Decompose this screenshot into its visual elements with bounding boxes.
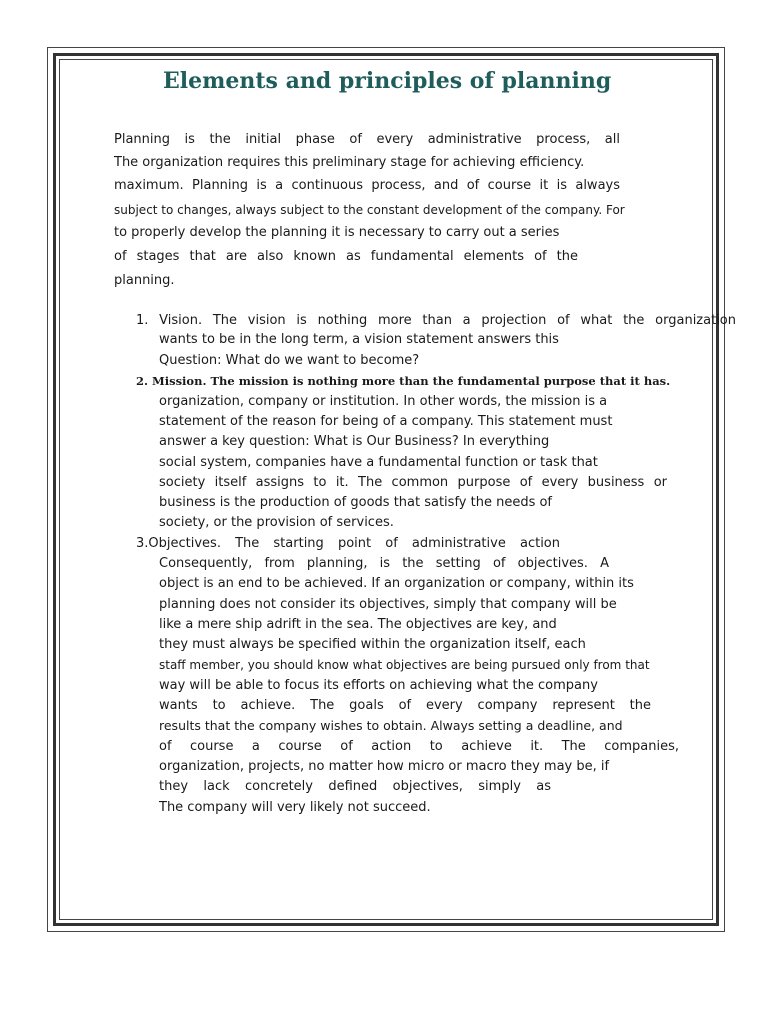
objectives-line: they must always be specified within the organization itself, each <box>159 637 586 652</box>
mission-line: organization, company or institution. In other words, the mission is a <box>159 394 608 409</box>
vision-line: wants to be in the long term, a vision statement answers this <box>159 332 559 347</box>
objectives-line: way will be able to focus its efforts on achieving what the company <box>159 678 598 693</box>
intro-line: planning. <box>114 273 175 288</box>
vision-line: Question: What do we want to become? <box>159 353 420 368</box>
intro-line: subject to changes, always subject to the constant development of the company. For <box>114 203 625 217</box>
objectives-line: organization, projects, no matter how micro or macro they may be, if <box>159 759 610 774</box>
mission-line: answer a key question: What is Our Business? In everything <box>159 434 550 449</box>
page-title: Elements and principles of planning <box>163 68 612 94</box>
objectives-line: results that the company wishes to obtain. Always setting a deadline, and <box>159 718 623 733</box>
mission-line: society, or the provision of services. <box>159 515 394 530</box>
intro-line: of stages that are also known as fundamental elements of the <box>114 249 578 264</box>
mission-line: society itself assigns to it. The common purpose of every business or <box>159 475 667 490</box>
vision-line: 1. Vision. The vision is nothing more than a projection of what the organization <box>136 313 736 328</box>
objectives-line: like a mere ship adrift in the sea. The objectives are key, and <box>159 617 557 632</box>
objectives-line: wants to achieve. The goals of every company represent the <box>159 698 651 713</box>
mission-line: social system, companies have a fundamental function or task that <box>159 455 598 470</box>
objectives-line: of course a course of action to achieve it. The companies, <box>159 739 679 754</box>
objectives-line: Consequently, from planning, is the setting of objectives. A <box>159 556 609 571</box>
objectives-line: they lack concretely defined objectives, simply as <box>159 779 551 794</box>
mission-heading: 2. Mission. The mission is nothing more than the fundamental purpose that it has. <box>136 374 671 388</box>
intro-line: to properly develop the planning it is necessary to carry out a series <box>114 225 560 240</box>
mission-line: statement of the reason for being of a company. This statement must <box>159 414 613 429</box>
objectives-line: staff member, you should know what objectives are being pursued only from that <box>159 658 650 672</box>
mission-line: business is the production of goods that satisfy the needs of <box>159 495 553 510</box>
intro-line: maximum. Planning is a continuous process, and of course it is always <box>114 178 620 193</box>
intro-line: Planning is the initial phase of every administrative process, all <box>114 132 620 147</box>
objectives-line: 3.Objectives. The starting point of administrative action <box>136 536 560 551</box>
intro-line: The organization requires this preliminary stage for achieving efficiency. <box>114 155 585 170</box>
objectives-line: planning does not consider its objectives, simply that company will be <box>159 597 617 612</box>
objectives-line: The company will very likely not succeed. <box>159 800 431 815</box>
objectives-line: object is an end to be achieved. If an organization or company, within its <box>159 576 634 591</box>
